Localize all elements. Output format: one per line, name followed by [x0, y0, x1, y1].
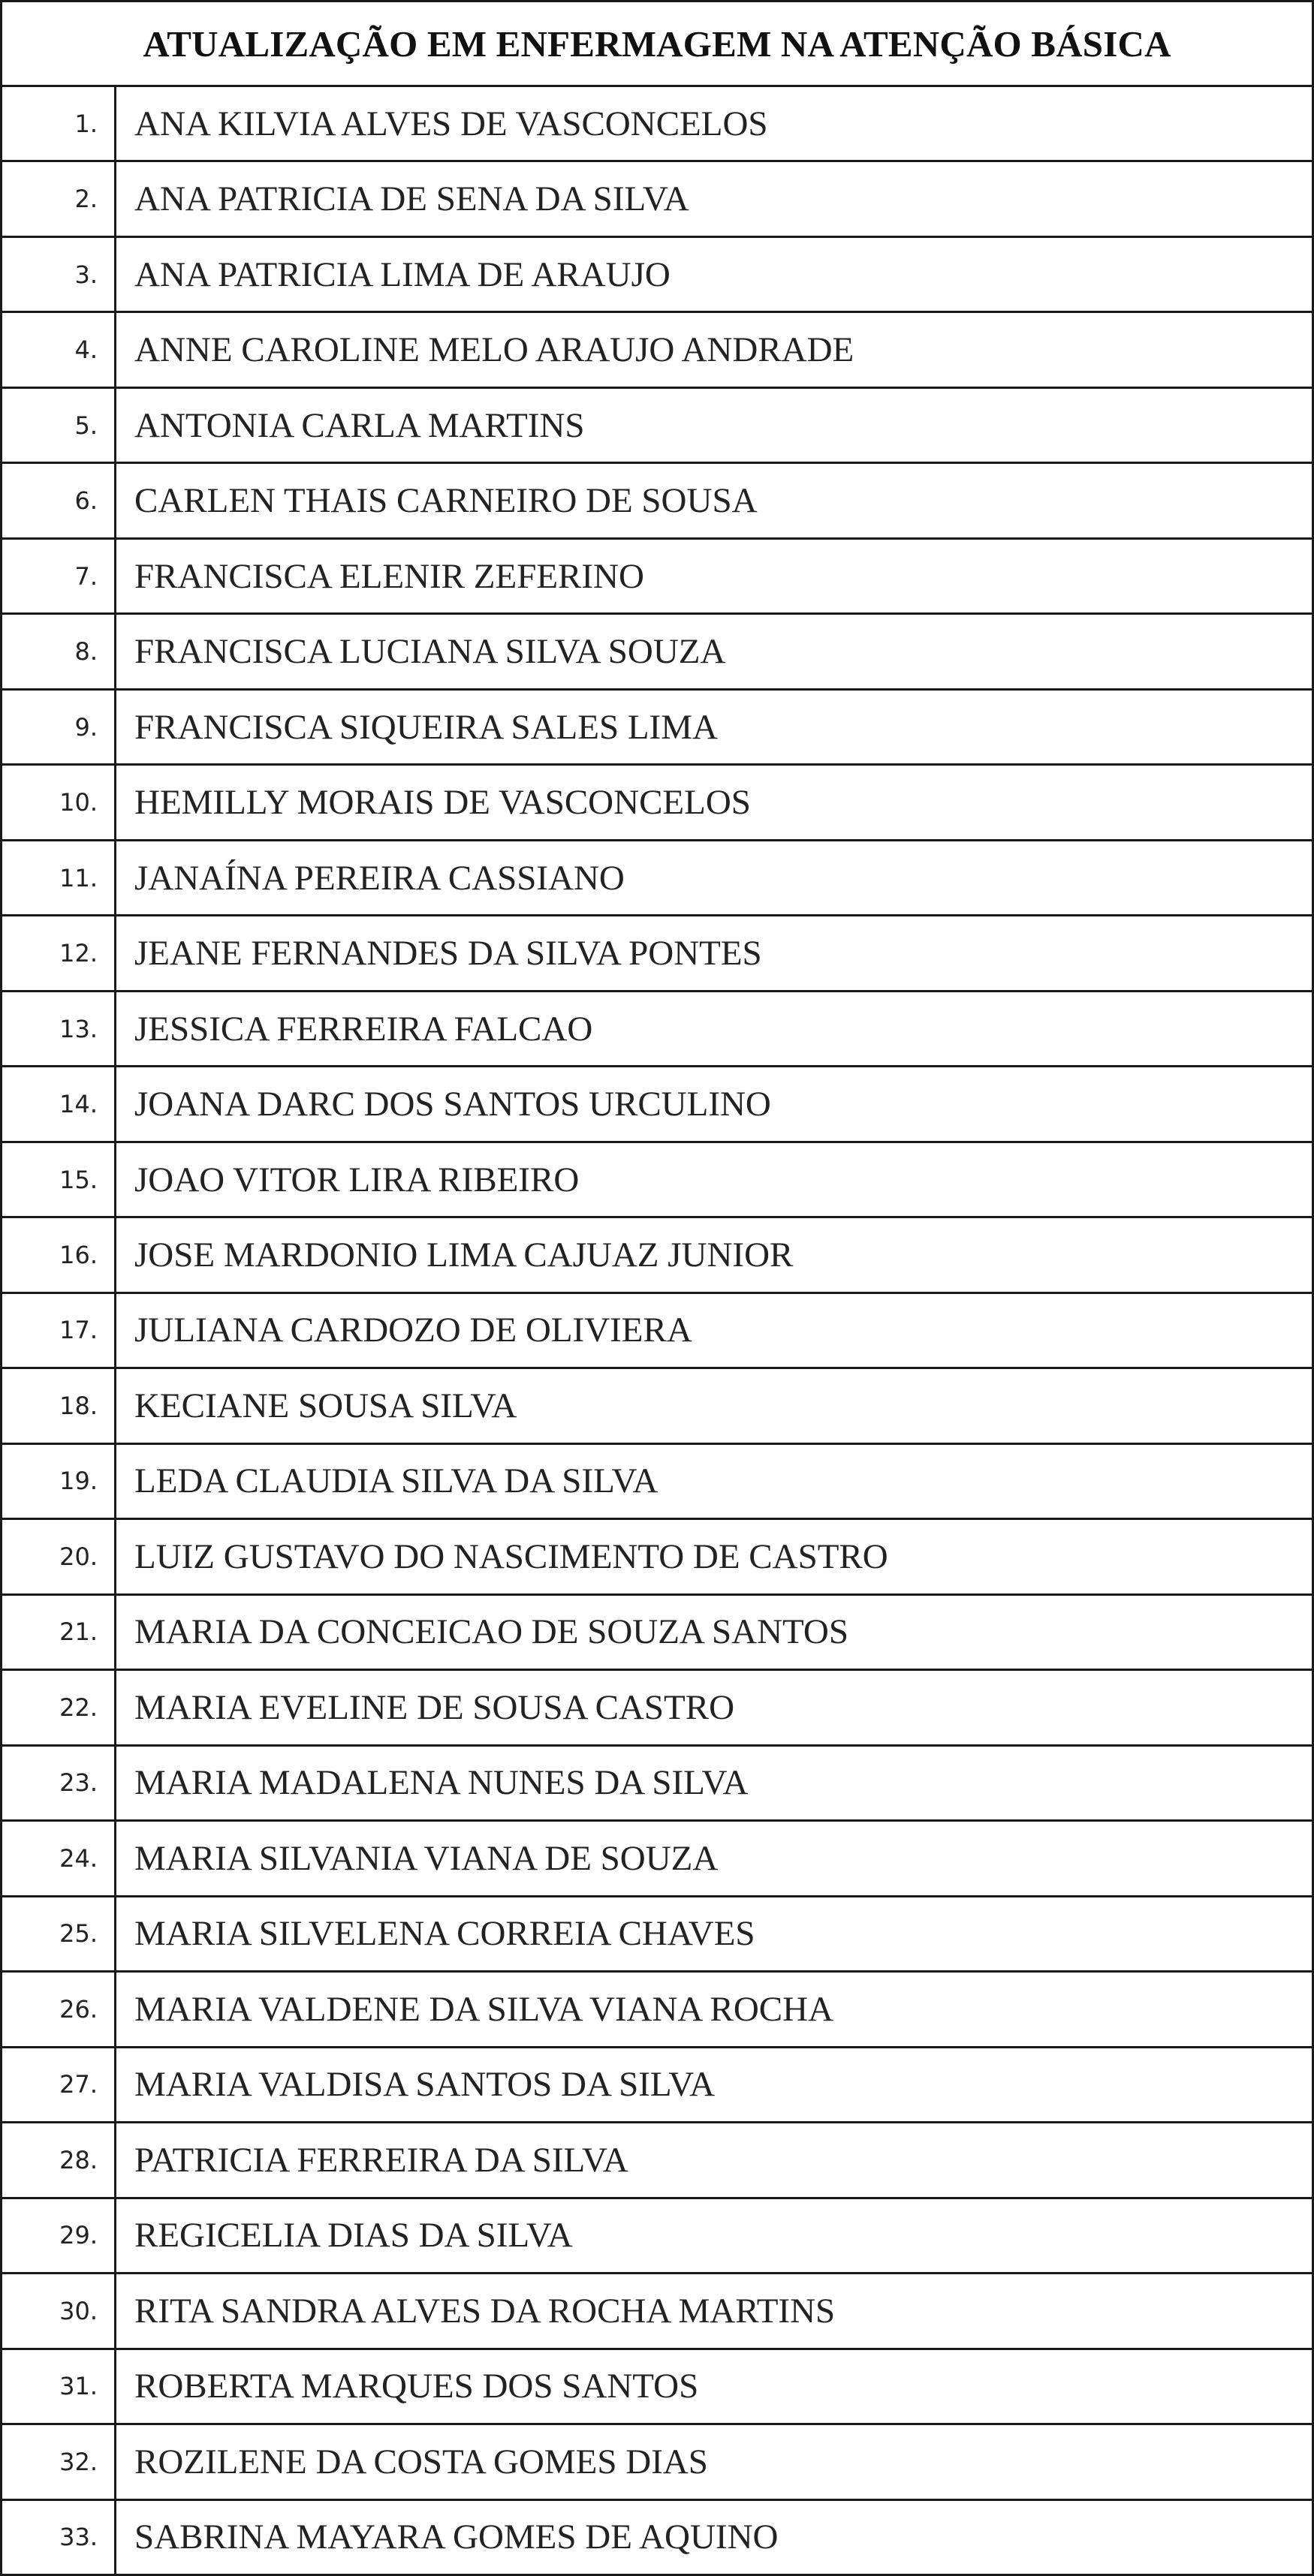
row-number: 27.: [2, 2048, 116, 2121]
row-number: 15.: [2, 1143, 116, 1216]
participant-name: ROZILENE DA COSTA GOMES DIAS: [134, 2442, 708, 2481]
row-number: 5.: [2, 389, 116, 462]
row-number: 30.: [2, 2274, 116, 2347]
table-row: [2, 1520, 1312, 1595]
participant-name: ANA PATRICIA LIMA DE ARAUJO: [134, 254, 671, 294]
table-row: [2, 389, 1312, 464]
table-row: [2, 1747, 1312, 1822]
participant-name: JOANA DARC DOS SANTOS URCULINO: [134, 1085, 771, 1124]
row-number: 13.: [2, 992, 116, 1065]
participant-name: ANA KILVIA ALVES DE VASCONCELOS: [134, 104, 768, 143]
table-row: [2, 162, 1312, 237]
table-row: [2, 2501, 1312, 2574]
table-row: [2, 87, 1312, 162]
participant-name: REGICELIA DIAS DA SILVA: [134, 2216, 573, 2256]
table-row: [2, 1897, 1312, 1973]
row-number: 19.: [2, 1445, 116, 1518]
row-number: 22.: [2, 1671, 116, 1744]
table-row: [2, 2350, 1312, 2425]
table-row: [2, 464, 1312, 539]
row-number: 23.: [2, 1747, 116, 1819]
table-header: [2, 2, 1312, 87]
participant-name: ANNE CAROLINE MELO ARAUJO ANDRADE: [134, 330, 854, 370]
participant-name: MARIA MADALENA NUNES DA SILVA: [134, 1763, 749, 1803]
table-row: [2, 2048, 1312, 2123]
row-number: 31.: [2, 2350, 116, 2423]
participant-name: FRANCISCA LUCIANA SILVA SOUZA: [134, 632, 726, 672]
row-number: 8.: [2, 615, 116, 688]
participant-name: JANAÍNA PEREIRA CASSIANO: [134, 858, 625, 898]
participant-name: ROBERTA MARQUES DOS SANTOS: [134, 2367, 699, 2406]
table-row: [2, 2425, 1312, 2500]
row-number: 20.: [2, 1520, 116, 1593]
table-row: [2, 1671, 1312, 1746]
table-title: ATUALIZAÇÃO EM ENFERMAGEM NA ATENÇÃO BÁSICA: [143, 23, 1171, 65]
table-row: [2, 1596, 1312, 1671]
participant-name: RITA SANDRA ALVES DA ROCHA MARTINS: [134, 2291, 836, 2331]
row-number: 25.: [2, 1897, 116, 1970]
row-number: 24.: [2, 1822, 116, 1894]
participant-name: ANA PATRICIA DE SENA DA SILVA: [134, 179, 689, 219]
table-row: [2, 691, 1312, 766]
table-row: [2, 2199, 1312, 2274]
table-row: [2, 2123, 1312, 2198]
row-number: 14.: [2, 1067, 116, 1140]
participant-name: LUIZ GUSTAVO DO NASCIMENTO DE CASTRO: [134, 1536, 888, 1576]
row-number: 18.: [2, 1369, 116, 1442]
row-number: 4.: [2, 313, 116, 386]
participant-name: MARIA EVELINE DE SOUSA CASTRO: [134, 1687, 735, 1727]
table-row: [2, 992, 1312, 1067]
table-row: [2, 540, 1312, 615]
row-number: 16.: [2, 1218, 116, 1291]
participant-name: FRANCISCA ELENIR ZEFERINO: [134, 556, 644, 596]
table-row: [2, 1294, 1312, 1369]
participant-name: MARIA VALDENE DA SILVA VIANA ROCHA: [134, 1989, 834, 2029]
table-row: [2, 1973, 1312, 2048]
table-row: [2, 1369, 1312, 1444]
table-row: [2, 841, 1312, 916]
participant-name: MARIA SILVELENA CORREIA CHAVES: [134, 1914, 755, 1954]
row-number: 28.: [2, 2123, 116, 2196]
table-row: [2, 1445, 1312, 1520]
participant-name: MARIA VALDISA SANTOS DA SILVA: [134, 2065, 716, 2105]
row-number: 17.: [2, 1294, 116, 1367]
row-number: 9.: [2, 691, 116, 763]
table-row: [2, 766, 1312, 841]
row-number: 1.: [2, 87, 116, 160]
participant-name: HEMILLY MORAIS DE VASCONCELOS: [134, 783, 751, 823]
participant-name: JESSICA FERREIRA FALCAO: [134, 1009, 593, 1049]
participant-name: CARLEN THAIS CARNEIRO DE SOUSA: [134, 481, 758, 521]
participant-name: LEDA CLAUDIA SILVA DA SILVA: [134, 1461, 659, 1501]
table-row: [2, 916, 1312, 992]
row-number: 12.: [2, 916, 116, 989]
row-number: 29.: [2, 2199, 116, 2272]
table-row: [2, 238, 1312, 313]
participant-name: JULIANA CARDOZO DE OLIVIERA: [134, 1311, 692, 1350]
row-number: 7.: [2, 540, 116, 612]
table-body: [2, 87, 1312, 2574]
participant-name: KECIANE SOUSA SILVA: [134, 1386, 517, 1425]
table-row: [2, 313, 1312, 388]
row-number: 33.: [2, 2501, 116, 2574]
row-number: 2.: [2, 162, 116, 235]
table-row: [2, 615, 1312, 690]
table-row: [2, 1218, 1312, 1293]
row-number: 21.: [2, 1596, 116, 1669]
row-number: 32.: [2, 2425, 116, 2498]
row-number: 26.: [2, 1973, 116, 2045]
table-row: [2, 2274, 1312, 2349]
table-row: [2, 1067, 1312, 1142]
participant-name: MARIA DA CONCEICAO DE SOUZA SANTOS: [134, 1612, 848, 1652]
row-number: 3.: [2, 238, 116, 311]
participant-name: SABRINA MAYARA GOMES DE AQUINO: [134, 2517, 779, 2557]
participant-name: ANTONIA CARLA MARTINS: [134, 405, 585, 445]
participant-name: FRANCISCA SIQUEIRA SALES LIMA: [134, 707, 718, 747]
participant-name: JOSE MARDONIO LIMA CAJUAZ JUNIOR: [134, 1235, 794, 1274]
row-number: 11.: [2, 841, 116, 914]
row-number: 6.: [2, 464, 116, 537]
table-row: [2, 1143, 1312, 1218]
participant-name: PATRICIA FERREIRA DA SILVA: [134, 2140, 628, 2180]
participant-name: JEANE FERNANDES DA SILVA PONTES: [134, 934, 762, 974]
row-number: 10.: [2, 766, 116, 838]
participant-name: JOAO VITOR LIRA RIBEIRO: [134, 1160, 580, 1199]
table-row: [2, 1822, 1312, 1897]
participant-name: MARIA SILVANIA VIANA DE SOUZA: [134, 1838, 719, 1878]
